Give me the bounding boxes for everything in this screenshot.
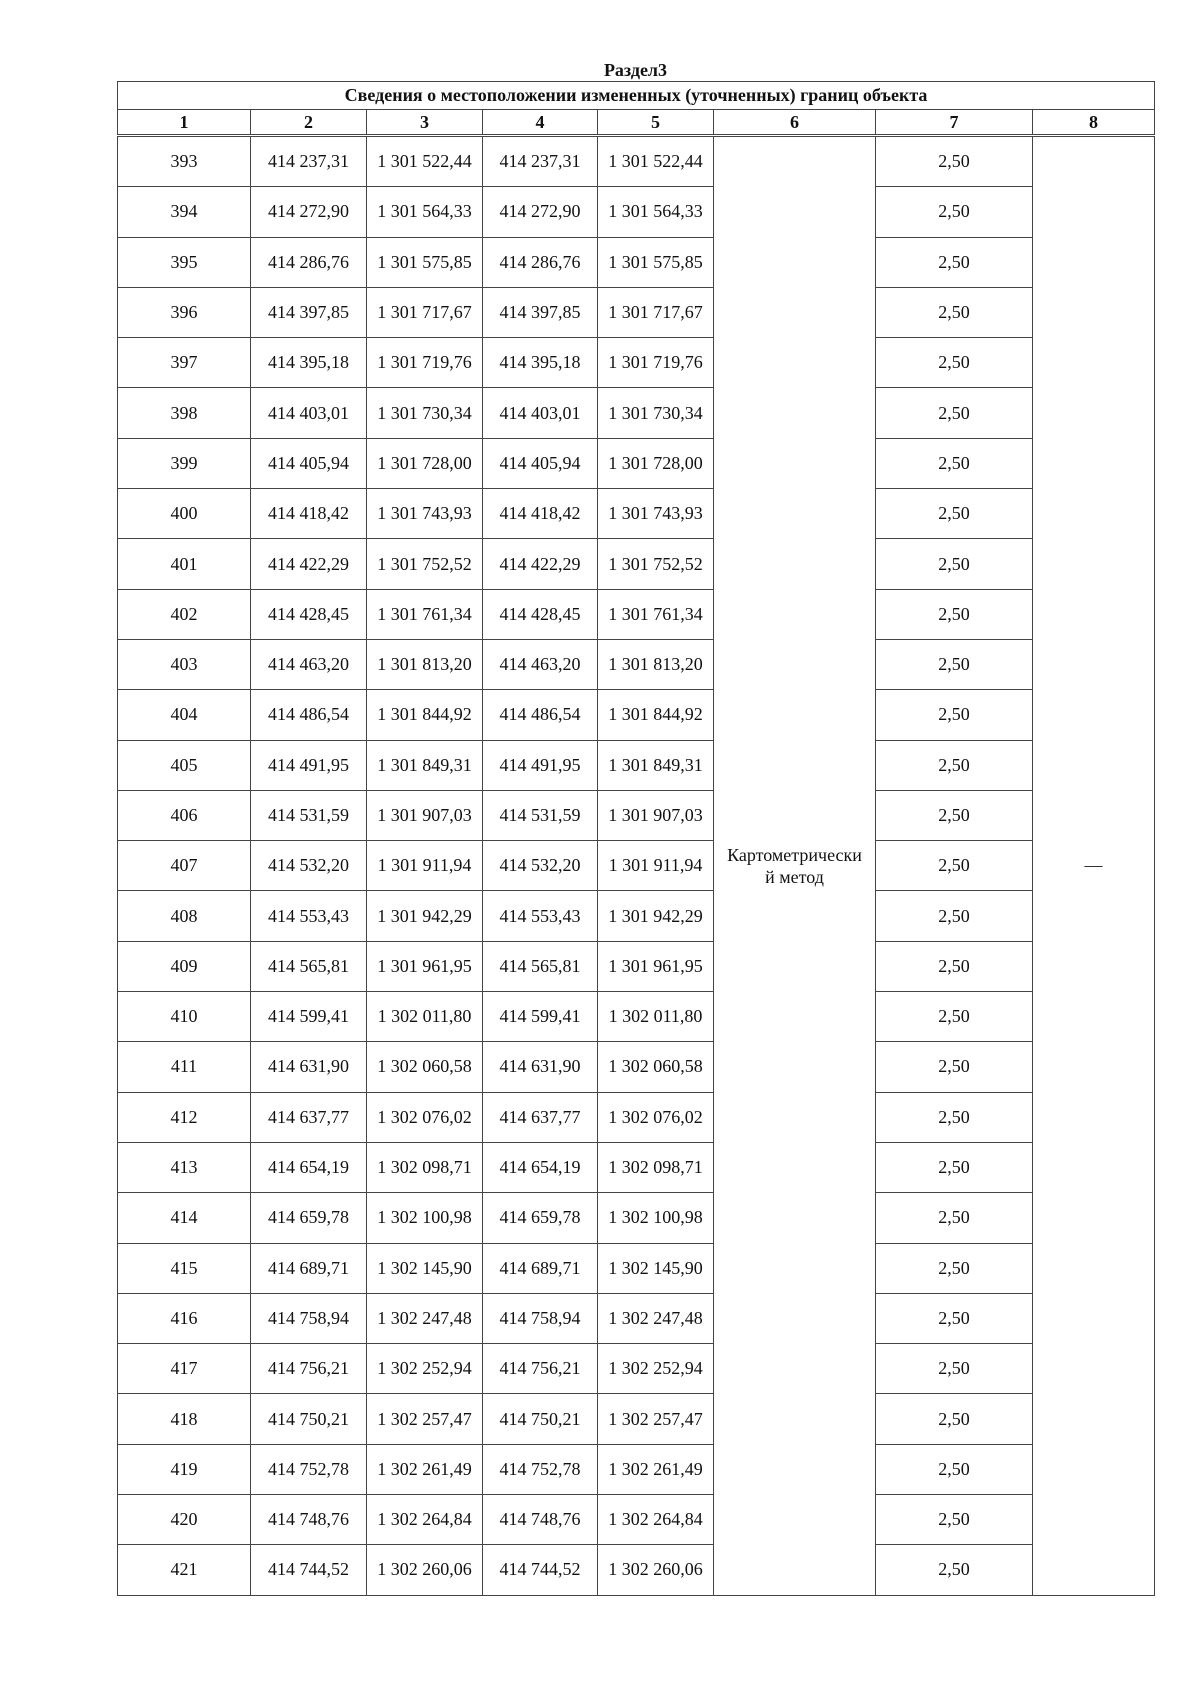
y-old-cell: 1 302 261,49: [367, 1444, 483, 1494]
accuracy-cell: 2,50: [876, 1092, 1033, 1142]
y-old-cell: 1 301 907,03: [367, 790, 483, 840]
x-old-cell: 414 637,77: [251, 1092, 367, 1142]
x-new-cell: 414 744,52: [483, 1545, 598, 1595]
x-old-cell: 414 553,43: [251, 891, 367, 941]
accuracy-cell: 2,50: [876, 136, 1033, 187]
x-new-cell: 414 689,71: [483, 1243, 598, 1293]
accuracy-cell: 2,50: [876, 790, 1033, 840]
point-number-cell: 417: [118, 1344, 251, 1394]
x-new-cell: 414 756,21: [483, 1344, 598, 1394]
column-header-2: 2: [251, 110, 367, 136]
column-header-7: 7: [876, 110, 1033, 136]
table-row: [118, 740, 1155, 790]
point-number-cell: 413: [118, 1142, 251, 1192]
y-old-cell: 1 301 849,31: [367, 740, 483, 790]
y-old-cell: 1 301 911,94: [367, 841, 483, 891]
accuracy-cell: 2,50: [876, 1193, 1033, 1243]
y-new-cell: 1 302 264,84: [598, 1495, 714, 1545]
x-old-cell: 414 463,20: [251, 639, 367, 689]
point-number-cell: 397: [118, 338, 251, 388]
column-header-8: 8: [1033, 110, 1155, 136]
x-new-cell: 414 752,78: [483, 1444, 598, 1494]
y-new-cell: 1 302 100,98: [598, 1193, 714, 1243]
y-old-cell: 1 302 098,71: [367, 1142, 483, 1192]
point-number-cell: 393: [118, 136, 251, 187]
x-new-cell: 414 491,95: [483, 740, 598, 790]
y-new-cell: 1 302 260,06: [598, 1545, 714, 1595]
table-row: [118, 489, 1155, 539]
accuracy-cell: 2,50: [876, 187, 1033, 237]
point-number-cell: 403: [118, 639, 251, 689]
table-row: [118, 1142, 1155, 1192]
x-new-cell: 414 395,18: [483, 338, 598, 388]
table-row: [118, 1495, 1155, 1545]
table-header-row: [118, 110, 1155, 136]
table-row: [118, 237, 1155, 287]
y-new-cell: 1 301 752,52: [598, 539, 714, 589]
section-title: Раздел3: [603, 60, 668, 80]
point-number-cell: 399: [118, 438, 251, 488]
accuracy-cell: 2,50: [876, 941, 1033, 991]
x-new-cell: 414 237,31: [483, 136, 598, 187]
column-header-4: 4: [483, 110, 598, 136]
x-old-cell: 414 756,21: [251, 1344, 367, 1394]
y-old-cell: 1 301 730,34: [367, 388, 483, 438]
accuracy-cell: 2,50: [876, 388, 1033, 438]
x-new-cell: 414 565,81: [483, 941, 598, 991]
y-new-cell: 1 301 575,85: [598, 237, 714, 287]
y-new-cell: 1 302 060,58: [598, 1042, 714, 1092]
x-old-cell: 414 486,54: [251, 690, 367, 740]
y-new-cell: 1 302 145,90: [598, 1243, 714, 1293]
point-number-cell: 421: [118, 1545, 251, 1595]
y-new-cell: 1 301 849,31: [598, 740, 714, 790]
x-old-cell: 414 418,42: [251, 489, 367, 539]
method-line-1: Картометрически: [727, 844, 862, 865]
accuracy-cell: 2,50: [876, 338, 1033, 388]
x-new-cell: 414 748,76: [483, 1495, 598, 1545]
table-row: [118, 1545, 1155, 1595]
point-number-cell: 401: [118, 539, 251, 589]
table-row: [118, 589, 1155, 639]
point-number-cell: 420: [118, 1495, 251, 1545]
accuracy-cell: 2,50: [876, 1042, 1033, 1092]
y-new-cell: 1 301 717,67: [598, 287, 714, 337]
y-old-cell: 1 302 100,98: [367, 1193, 483, 1243]
y-old-cell: 1 301 717,67: [367, 287, 483, 337]
y-old-cell: 1 302 076,02: [367, 1092, 483, 1142]
point-number-cell: 410: [118, 992, 251, 1042]
accuracy-cell: 2,50: [876, 841, 1033, 891]
x-old-cell: 414 532,20: [251, 841, 367, 891]
x-old-cell: 414 748,76: [251, 1495, 367, 1545]
point-number-cell: 404: [118, 690, 251, 740]
x-new-cell: 414 286,76: [483, 237, 598, 287]
x-new-cell: 414 637,77: [483, 1092, 598, 1142]
x-old-cell: 414 395,18: [251, 338, 367, 388]
y-new-cell: 1 301 961,95: [598, 941, 714, 991]
table-row: [118, 338, 1155, 388]
y-old-cell: 1 302 257,47: [367, 1394, 483, 1444]
accuracy-cell: 2,50: [876, 1293, 1033, 1343]
table-row: [118, 136, 1155, 187]
accuracy-cell: 2,50: [876, 237, 1033, 287]
x-old-cell: 414 654,19: [251, 1142, 367, 1192]
x-new-cell: 414 428,45: [483, 589, 598, 639]
x-new-cell: 414 654,19: [483, 1142, 598, 1192]
y-new-cell: 1 301 942,29: [598, 891, 714, 941]
x-new-cell: 414 750,21: [483, 1394, 598, 1444]
table-row: [118, 992, 1155, 1042]
x-new-cell: 414 599,41: [483, 992, 598, 1042]
y-old-cell: 1 302 145,90: [367, 1243, 483, 1293]
y-new-cell: 1 301 522,44: [598, 136, 714, 187]
y-old-cell: 1 301 719,76: [367, 338, 483, 388]
accuracy-cell: 2,50: [876, 1495, 1033, 1545]
accuracy-cell: 2,50: [876, 287, 1033, 337]
point-number-cell: 400: [118, 489, 251, 539]
x-old-cell: 414 750,21: [251, 1394, 367, 1444]
y-new-cell: 1 301 564,33: [598, 187, 714, 237]
column-header-3: 3: [367, 110, 483, 136]
table-row: [118, 539, 1155, 589]
x-new-cell: 414 532,20: [483, 841, 598, 891]
y-new-cell: 1 302 252,94: [598, 1344, 714, 1394]
table-row: [118, 1444, 1155, 1494]
accuracy-cell: 2,50: [876, 992, 1033, 1042]
boundary-coordinates-table: [117, 81, 1155, 1596]
y-new-cell: 1 301 761,34: [598, 589, 714, 639]
x-old-cell: 414 422,29: [251, 539, 367, 589]
x-old-cell: 414 428,45: [251, 589, 367, 639]
x-old-cell: 414 397,85: [251, 287, 367, 337]
y-new-cell: 1 301 844,92: [598, 690, 714, 740]
table-caption-row: [118, 82, 1155, 110]
x-old-cell: 414 744,52: [251, 1545, 367, 1595]
column-header-1: 1: [118, 110, 251, 136]
y-old-cell: 1 301 522,44: [367, 136, 483, 187]
y-old-cell: 1 302 252,94: [367, 1344, 483, 1394]
table-row: [118, 790, 1155, 840]
y-new-cell: 1 301 911,94: [598, 841, 714, 891]
x-new-cell: 414 631,90: [483, 1042, 598, 1092]
x-old-cell: 414 689,71: [251, 1243, 367, 1293]
x-new-cell: 414 486,54: [483, 690, 598, 740]
y-new-cell: 1 302 011,80: [598, 992, 714, 1042]
table-row: [118, 639, 1155, 689]
table-row: [118, 1293, 1155, 1343]
accuracy-cell: 2,50: [876, 438, 1033, 488]
y-old-cell: 1 301 752,52: [367, 539, 483, 589]
y-new-cell: 1 301 719,76: [598, 338, 714, 388]
point-number-cell: 394: [118, 187, 251, 237]
table-row: [118, 287, 1155, 337]
point-number-cell: 406: [118, 790, 251, 840]
accuracy-cell: 2,50: [876, 891, 1033, 941]
x-old-cell: 414 286,76: [251, 237, 367, 287]
y-old-cell: 1 301 813,20: [367, 639, 483, 689]
table-row: [118, 891, 1155, 941]
point-number-cell: 402: [118, 589, 251, 639]
table-row: [118, 1394, 1155, 1444]
x-old-cell: 414 405,94: [251, 438, 367, 488]
accuracy-cell: 2,50: [876, 1344, 1033, 1394]
table-row: [118, 388, 1155, 438]
point-number-cell: 396: [118, 287, 251, 337]
table-body: [118, 136, 1155, 1596]
table-row: [118, 1193, 1155, 1243]
x-old-cell: 414 758,94: [251, 1293, 367, 1343]
accuracy-cell: 2,50: [876, 489, 1033, 539]
method-cell: [714, 136, 876, 1596]
y-old-cell: 1 301 961,95: [367, 941, 483, 991]
table-row: [118, 1344, 1155, 1394]
column-8-cell: —: [1033, 136, 1155, 1596]
y-old-cell: 1 301 564,33: [367, 187, 483, 237]
point-number-cell: 407: [118, 841, 251, 891]
y-new-cell: 1 302 076,02: [598, 1092, 714, 1142]
x-new-cell: 414 531,59: [483, 790, 598, 840]
y-new-cell: 1 301 813,20: [598, 639, 714, 689]
y-new-cell: 1 301 907,03: [598, 790, 714, 840]
y-old-cell: 1 302 260,06: [367, 1545, 483, 1595]
x-old-cell: 414 631,90: [251, 1042, 367, 1092]
column-header-6: 6: [714, 110, 876, 136]
y-new-cell: 1 302 247,48: [598, 1293, 714, 1343]
point-number-cell: 419: [118, 1444, 251, 1494]
y-old-cell: 1 301 761,34: [367, 589, 483, 639]
x-old-cell: 414 237,31: [251, 136, 367, 187]
accuracy-cell: 2,50: [876, 690, 1033, 740]
y-old-cell: 1 302 060,58: [367, 1042, 483, 1092]
y-new-cell: 1 301 730,34: [598, 388, 714, 438]
y-old-cell: 1 301 575,85: [367, 237, 483, 287]
table-row: [118, 1042, 1155, 1092]
y-old-cell: 1 302 264,84: [367, 1495, 483, 1545]
accuracy-cell: 2,50: [876, 1243, 1033, 1293]
point-number-cell: 412: [118, 1092, 251, 1142]
accuracy-cell: 2,50: [876, 1444, 1033, 1494]
y-old-cell: 1 301 844,92: [367, 690, 483, 740]
y-old-cell: 1 301 743,93: [367, 489, 483, 539]
y-new-cell: 1 301 743,93: [598, 489, 714, 539]
x-old-cell: 414 491,95: [251, 740, 367, 790]
point-number-cell: 415: [118, 1243, 251, 1293]
x-old-cell: 414 403,01: [251, 388, 367, 438]
accuracy-cell: 2,50: [876, 639, 1033, 689]
x-new-cell: 414 659,78: [483, 1193, 598, 1243]
table-row: [118, 1243, 1155, 1293]
x-old-cell: 414 565,81: [251, 941, 367, 991]
point-number-cell: 418: [118, 1394, 251, 1444]
point-number-cell: 395: [118, 237, 251, 287]
accuracy-cell: 2,50: [876, 539, 1033, 589]
x-new-cell: 414 272,90: [483, 187, 598, 237]
x-new-cell: 414 758,94: [483, 1293, 598, 1343]
y-new-cell: 1 302 257,47: [598, 1394, 714, 1444]
y-new-cell: 1 301 728,00: [598, 438, 714, 488]
accuracy-cell: 2,50: [876, 1394, 1033, 1444]
accuracy-cell: 2,50: [876, 1142, 1033, 1192]
x-new-cell: 414 553,43: [483, 891, 598, 941]
method-line-2: й метод: [765, 866, 824, 887]
x-old-cell: 414 531,59: [251, 790, 367, 840]
y-old-cell: 1 301 942,29: [367, 891, 483, 941]
x-new-cell: 414 397,85: [483, 287, 598, 337]
y-new-cell: 1 302 098,71: [598, 1142, 714, 1192]
table-row: [118, 941, 1155, 991]
accuracy-cell: 2,50: [876, 740, 1033, 790]
table-row: [118, 187, 1155, 237]
x-new-cell: 414 422,29: [483, 539, 598, 589]
point-number-cell: 411: [118, 1042, 251, 1092]
point-number-cell: 414: [118, 1193, 251, 1243]
column-header-5: 5: [598, 110, 714, 136]
point-number-cell: 405: [118, 740, 251, 790]
x-new-cell: 414 403,01: [483, 388, 598, 438]
point-number-cell: 409: [118, 941, 251, 991]
y-new-cell: 1 302 261,49: [598, 1444, 714, 1494]
accuracy-cell: 2,50: [876, 1545, 1033, 1595]
table-caption: Сведения о местоположении измененных (уточненных) границ объекта: [118, 82, 1155, 110]
x-old-cell: 414 752,78: [251, 1444, 367, 1494]
x-old-cell: 414 599,41: [251, 992, 367, 1042]
table-row: [118, 841, 1155, 891]
point-number-cell: 398: [118, 388, 251, 438]
x-old-cell: 414 659,78: [251, 1193, 367, 1243]
point-number-cell: 408: [118, 891, 251, 941]
y-old-cell: 1 301 728,00: [367, 438, 483, 488]
x-new-cell: 414 418,42: [483, 489, 598, 539]
table-row: [118, 438, 1155, 488]
y-old-cell: 1 302 011,80: [367, 992, 483, 1042]
x-new-cell: 414 405,94: [483, 438, 598, 488]
table-row: [118, 1092, 1155, 1142]
x-new-cell: 414 463,20: [483, 639, 598, 689]
accuracy-cell: 2,50: [876, 589, 1033, 639]
y-old-cell: 1 302 247,48: [367, 1293, 483, 1343]
point-number-cell: 416: [118, 1293, 251, 1343]
x-old-cell: 414 272,90: [251, 187, 367, 237]
table-row: [118, 690, 1155, 740]
